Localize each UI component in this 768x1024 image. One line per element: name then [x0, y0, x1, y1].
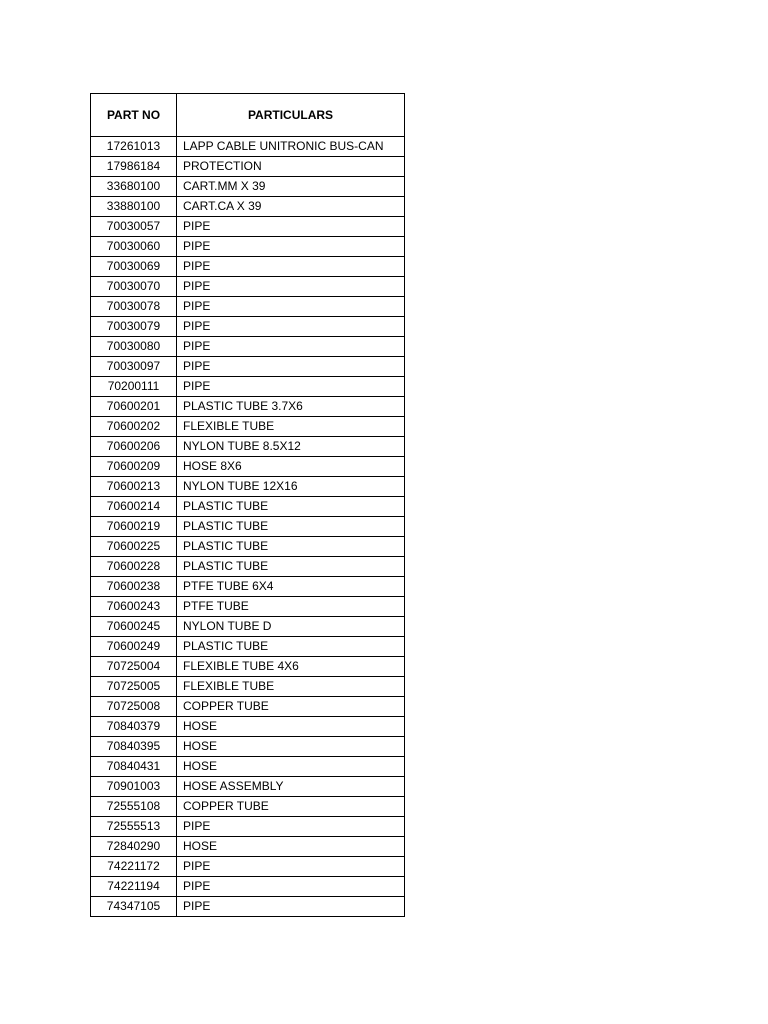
particulars-cell: CART.MM X 39 [177, 177, 405, 197]
table-row [91, 457, 405, 477]
header-particulars: PARTICULARS [177, 94, 405, 137]
particulars-cell: PIPE [177, 297, 405, 317]
table-row [91, 417, 405, 437]
table-row [91, 837, 405, 857]
table-row [91, 557, 405, 577]
part-number-cell: 70600238 [91, 577, 177, 597]
particulars-cell: FLEXIBLE TUBE [177, 417, 405, 437]
part-number-cell: 72555513 [91, 817, 177, 837]
table-row [91, 897, 405, 917]
table-row [91, 377, 405, 397]
table-row [91, 637, 405, 657]
particulars-cell: HOSE [177, 737, 405, 757]
particulars-cell: NYLON TUBE 12X16 [177, 477, 405, 497]
particulars-cell: HOSE [177, 757, 405, 777]
particulars-cell: PIPE [177, 257, 405, 277]
particulars-cell: PLASTIC TUBE [177, 517, 405, 537]
part-number-cell: 70030078 [91, 297, 177, 317]
particulars-cell: PLASTIC TUBE [177, 497, 405, 517]
part-number-cell: 70840431 [91, 757, 177, 777]
particulars-cell: LAPP CABLE UNITRONIC BUS-CAN [177, 137, 405, 157]
particulars-cell: PIPE [177, 237, 405, 257]
particulars-cell: PIPE [177, 897, 405, 917]
particulars-cell: CART.CA X 39 [177, 197, 405, 217]
table-row [91, 797, 405, 817]
table-row [91, 577, 405, 597]
part-number-cell: 70600225 [91, 537, 177, 557]
part-number-cell: 70600202 [91, 417, 177, 437]
table-row [91, 437, 405, 457]
part-number-cell: 72840290 [91, 837, 177, 857]
particulars-cell: HOSE 8X6 [177, 457, 405, 477]
particulars-cell: PIPE [177, 217, 405, 237]
parts-table-body [91, 137, 405, 917]
table-row [91, 297, 405, 317]
part-number-cell: 70725004 [91, 657, 177, 677]
part-number-cell: 70030070 [91, 277, 177, 297]
part-number-cell: 70030080 [91, 337, 177, 357]
table-row [91, 397, 405, 417]
part-number-cell: 70600245 [91, 617, 177, 637]
table-row [91, 237, 405, 257]
particulars-cell: PIPE [177, 337, 405, 357]
part-number-cell: 74221194 [91, 877, 177, 897]
table-row [91, 697, 405, 717]
table-row [91, 817, 405, 837]
particulars-cell: PLASTIC TUBE [177, 557, 405, 577]
particulars-cell: HOSE [177, 717, 405, 737]
particulars-cell: PIPE [177, 377, 405, 397]
table-row [91, 877, 405, 897]
part-number-cell: 70725005 [91, 677, 177, 697]
table-row [91, 317, 405, 337]
table-row [91, 477, 405, 497]
particulars-cell: HOSE [177, 837, 405, 857]
table-row [91, 337, 405, 357]
particulars-cell: FLEXIBLE TUBE 4X6 [177, 657, 405, 677]
table-row [91, 197, 405, 217]
part-number-cell: 70600214 [91, 497, 177, 517]
part-number-cell: 70840395 [91, 737, 177, 757]
part-number-cell: 70600206 [91, 437, 177, 457]
particulars-cell: PIPE [177, 877, 405, 897]
part-number-cell: 33880100 [91, 197, 177, 217]
part-number-cell: 74347105 [91, 897, 177, 917]
table-row [91, 157, 405, 177]
particulars-cell: FLEXIBLE TUBE [177, 677, 405, 697]
table-row [91, 717, 405, 737]
particulars-cell: HOSE ASSEMBLY [177, 777, 405, 797]
table-row [91, 657, 405, 677]
particulars-cell: PIPE [177, 857, 405, 877]
part-number-cell: 70200111 [91, 377, 177, 397]
particulars-cell: PLASTIC TUBE [177, 537, 405, 557]
table-row [91, 257, 405, 277]
part-number-cell: 70725008 [91, 697, 177, 717]
part-number-cell: 70600213 [91, 477, 177, 497]
table-row [91, 597, 405, 617]
parts-table-container [90, 93, 405, 917]
header-part-no: PART NO [91, 94, 177, 137]
table-row [91, 757, 405, 777]
table-row [91, 857, 405, 877]
part-number-cell: 33680100 [91, 177, 177, 197]
table-row [91, 137, 405, 157]
table-row [91, 177, 405, 197]
part-number-cell: 70030057 [91, 217, 177, 237]
particulars-cell: PLASTIC TUBE 3.7X6 [177, 397, 405, 417]
particulars-cell: NYLON TUBE 8.5X12 [177, 437, 405, 457]
part-number-cell: 70901003 [91, 777, 177, 797]
table-row [91, 677, 405, 697]
particulars-cell: PROTECTION [177, 157, 405, 177]
table-row [91, 497, 405, 517]
table-row [91, 777, 405, 797]
particulars-cell: PIPE [177, 357, 405, 377]
table-row [91, 537, 405, 557]
particulars-cell: COPPER TUBE [177, 797, 405, 817]
part-number-cell: 70600209 [91, 457, 177, 477]
particulars-cell: PIPE [177, 817, 405, 837]
table-row [91, 737, 405, 757]
part-number-cell: 70030097 [91, 357, 177, 377]
part-number-cell: 70600249 [91, 637, 177, 657]
particulars-cell: PIPE [177, 277, 405, 297]
part-number-cell: 70030079 [91, 317, 177, 337]
part-number-cell: 74221172 [91, 857, 177, 877]
particulars-cell: PTFE TUBE [177, 597, 405, 617]
table-row [91, 357, 405, 377]
part-number-cell: 70030069 [91, 257, 177, 277]
part-number-cell: 70840379 [91, 717, 177, 737]
particulars-cell: COPPER TUBE [177, 697, 405, 717]
table-row [91, 217, 405, 237]
table-header-row [91, 94, 405, 137]
particulars-cell: PIPE [177, 317, 405, 337]
part-number-cell: 17261013 [91, 137, 177, 157]
part-number-cell: 70600201 [91, 397, 177, 417]
table-row [91, 517, 405, 537]
part-number-cell: 70030060 [91, 237, 177, 257]
particulars-cell: NYLON TUBE D [177, 617, 405, 637]
part-number-cell: 70600228 [91, 557, 177, 577]
part-number-cell: 17986184 [91, 157, 177, 177]
table-row [91, 277, 405, 297]
table-row [91, 617, 405, 637]
particulars-cell: PTFE TUBE 6X4 [177, 577, 405, 597]
parts-table [90, 93, 405, 917]
part-number-cell: 72555108 [91, 797, 177, 817]
part-number-cell: 70600243 [91, 597, 177, 617]
particulars-cell: PLASTIC TUBE [177, 637, 405, 657]
part-number-cell: 70600219 [91, 517, 177, 537]
